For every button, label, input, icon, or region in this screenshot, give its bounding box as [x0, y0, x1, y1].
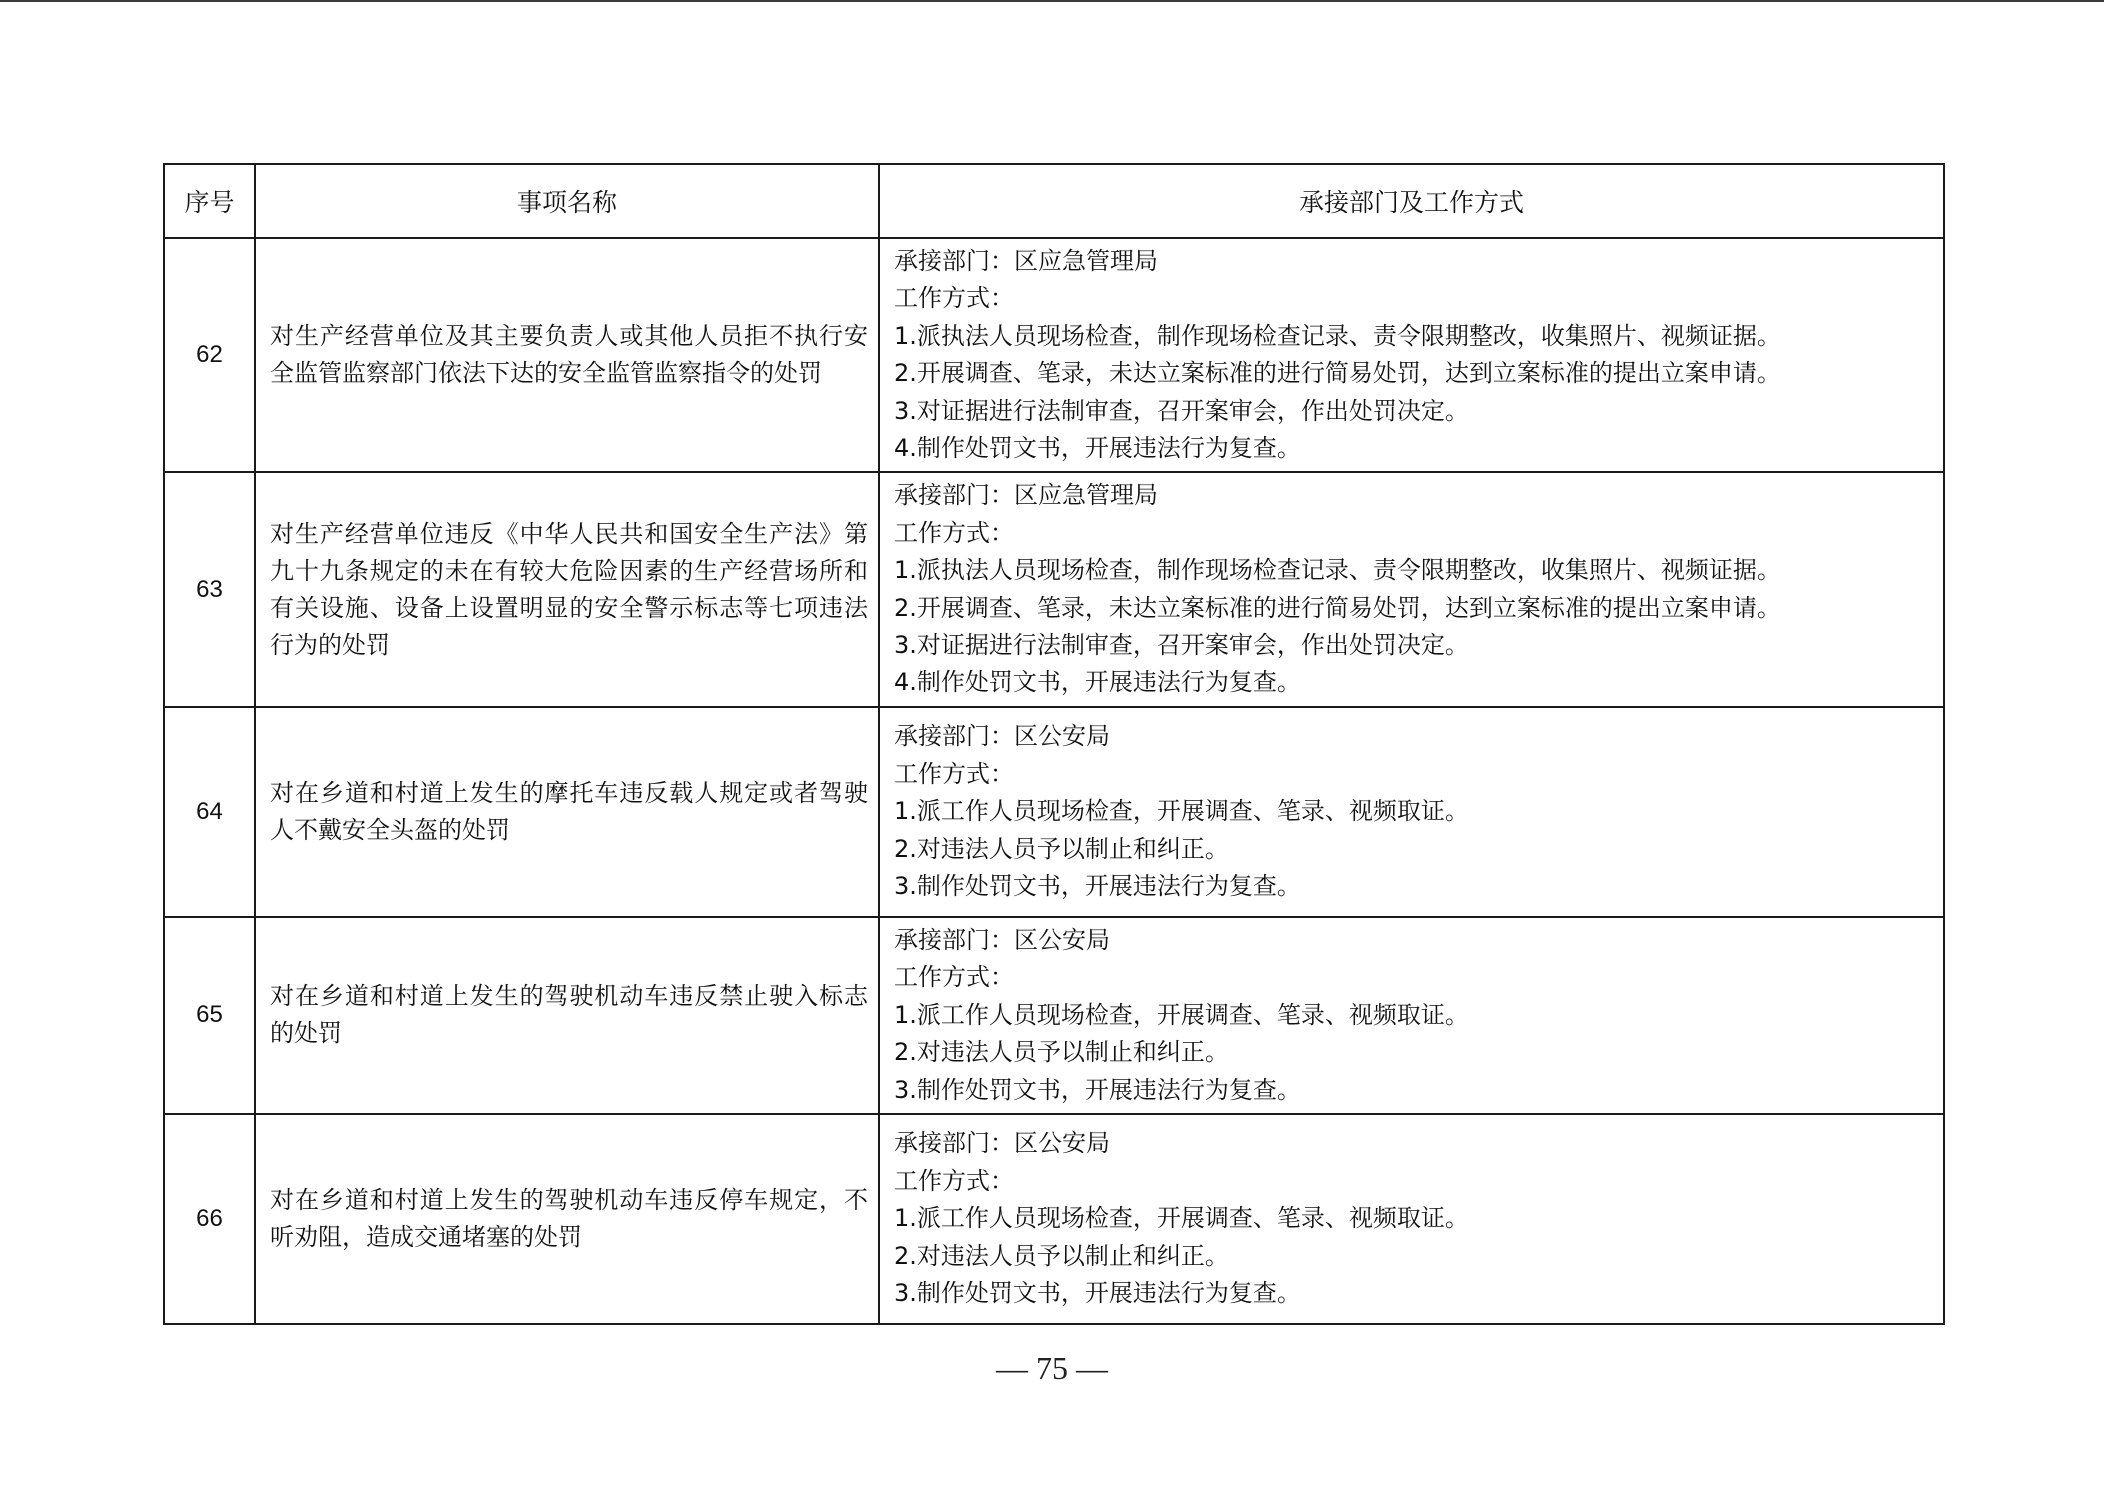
method-step: 2.开展调查、笔录，未达立案标准的进行简易处罚，达到立案标准的提出立案申请。	[894, 593, 1781, 622]
header-seq: 序号	[164, 164, 255, 238]
row-item-name: 对生产经营单位及其主要负责人或其他人员拒不执行安全监管监察部门依法下达的安全监管监察指令的处罚	[255, 238, 879, 472]
row-dept-method	[879, 917, 1944, 1114]
table-row	[164, 472, 1944, 706]
dept-line: 承接部门：区公安局	[894, 722, 1110, 751]
method-step: 1.派工作人员现场检查，开展调查、笔录、视频取证。	[894, 1000, 1469, 1029]
table-header-row	[164, 164, 1944, 238]
dept-line: 承接部门：区应急管理局	[894, 481, 1158, 510]
method-label: 工作方式：	[894, 963, 1014, 992]
items-table	[163, 163, 1945, 1325]
row-dept-method	[879, 472, 1944, 706]
dept-line: 承接部门：区公安局	[894, 925, 1110, 954]
method-step: 4.制作处罚文书，开展违法行为复查。	[894, 434, 1301, 463]
row-dept-method	[879, 1114, 1944, 1324]
table-row	[164, 238, 1944, 472]
table-row	[164, 1114, 1944, 1324]
header-dept-method: 承接部门及工作方式	[879, 164, 1944, 238]
row-seq: 66	[164, 1114, 255, 1324]
row-item-name: 对在乡道和村道上发生的驾驶机动车违反停车规定，不听劝阻，造成交通堵塞的处罚	[255, 1114, 879, 1324]
method-step: 2.对违法人员予以制止和纠正。	[894, 834, 1229, 863]
row-item-name: 对生产经营单位违反《中华人民共和国安全生产法》第九十九条规定的未在有较大危险因素的生产经营场所和有关设施、设备上设置明显的安全警示标志等七项违法行为的处罚	[255, 472, 879, 706]
method-step: 1.派执法人员现场检查，制作现场检查记录、责令限期整改，收集照片、视频证据。	[894, 321, 1781, 350]
row-item-name: 对在乡道和村道上发生的摩托车违反载人规定或者驾驶人不戴安全头盔的处罚	[255, 707, 879, 917]
row-seq: 65	[164, 917, 255, 1114]
method-step: 3.制作处罚文书，开展违法行为复查。	[894, 1279, 1301, 1308]
method-step: 1.派工作人员现场检查，开展调查、笔录、视频取证。	[894, 1204, 1469, 1233]
row-seq: 63	[164, 472, 255, 706]
method-step: 3.制作处罚文书，开展违法行为复查。	[894, 1075, 1301, 1104]
row-seq: 62	[164, 238, 255, 472]
method-label: 工作方式：	[894, 518, 1014, 547]
method-step: 1.派执法人员现场检查，制作现场检查记录、责令限期整改，收集照片、视频证据。	[894, 556, 1781, 585]
page-number: — 75 —	[996, 1350, 1108, 1386]
method-step: 2.对违法人员予以制止和纠正。	[894, 1038, 1229, 1067]
method-label: 工作方式：	[894, 759, 1014, 788]
table-row	[164, 917, 1944, 1114]
dept-line: 承接部门：区应急管理局	[894, 247, 1158, 275]
row-dept-method	[879, 707, 1944, 917]
method-label: 工作方式：	[894, 284, 1014, 313]
table-row	[164, 707, 1944, 917]
row-item-name: 对在乡道和村道上发生的驾驶机动车违反禁止驶入标志的处罚	[255, 917, 879, 1114]
method-step: 3.制作处罚文书，开展违法行为复查。	[894, 871, 1301, 900]
method-step: 2.对违法人员予以制止和纠正。	[894, 1241, 1229, 1270]
method-step: 4.制作处罚文书，开展违法行为复查。	[894, 668, 1301, 697]
header-item-name: 事项名称	[255, 164, 879, 238]
row-dept-method	[879, 238, 1944, 472]
method-step: 3.对证据进行法制审查，召开案审会，作出处罚决定。	[894, 396, 1469, 425]
method-label: 工作方式：	[894, 1166, 1014, 1195]
method-step: 2.开展调查、笔录，未达立案标准的进行简易处罚，达到立案标准的提出立案申请。	[894, 359, 1781, 388]
dept-line: 承接部门：区公安局	[894, 1129, 1110, 1158]
row-seq: 64	[164, 707, 255, 917]
method-step: 3.对证据进行法制审查，召开案审会，作出处罚决定。	[894, 631, 1469, 660]
top-border-rule	[0, 0, 2104, 2]
method-step: 1.派工作人员现场检查，开展调查、笔录、视频取证。	[894, 797, 1469, 826]
